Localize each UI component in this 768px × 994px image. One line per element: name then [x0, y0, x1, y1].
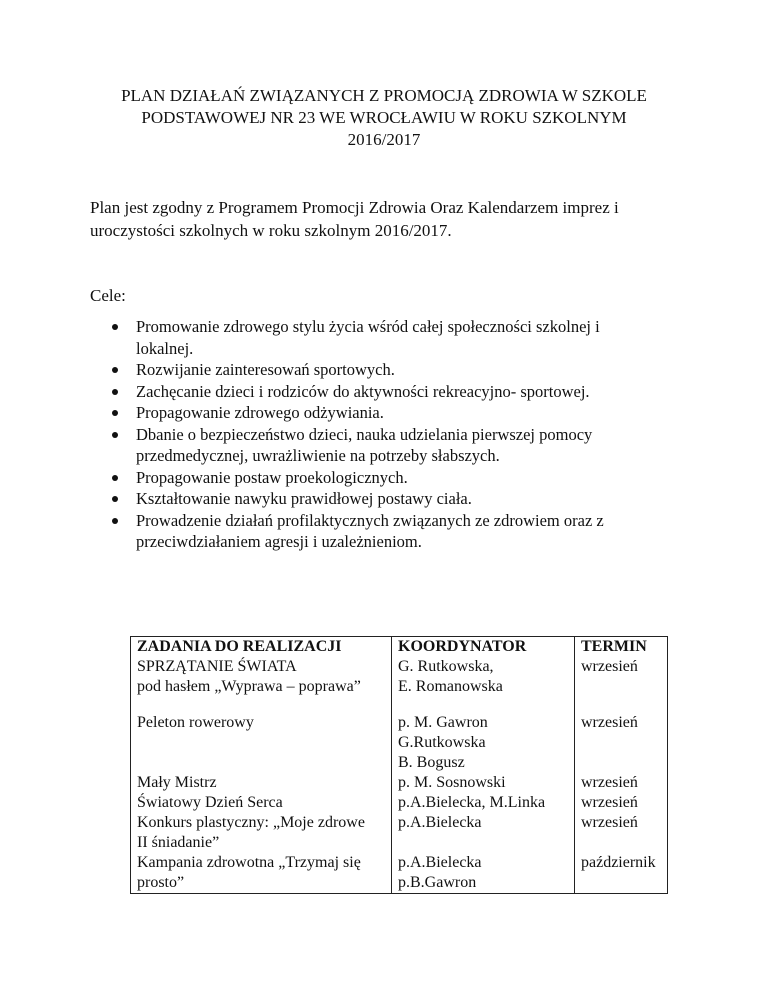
date-line: wrzesień — [581, 714, 638, 731]
table-spacer-row — [131, 697, 668, 713]
coordinator-line: E. Romanowska — [398, 678, 503, 695]
bullet-icon — [112, 324, 118, 330]
table-cell-task — [131, 853, 392, 894]
goal-text: przedmedycznej, uwrażliwienie na potrzeby słabszych. — [136, 446, 500, 465]
table-cell-coordinator — [392, 813, 575, 853]
task-line: Mały Mistrz — [137, 774, 217, 791]
table-row — [131, 793, 668, 813]
table-cell-date — [575, 773, 668, 793]
task-line: Peleton rowerowy — [137, 714, 254, 731]
table-cell-task — [131, 793, 392, 813]
goal-item — [112, 402, 672, 424]
goal-text: Dbanie o bezpieczeństwo dzieci, nauka udzielania pierwszej pomocy — [136, 424, 593, 444]
coordinator-line: p.A.Bielecka, M.Linka — [398, 794, 546, 811]
table-cell-task — [131, 773, 392, 793]
date-line: wrzesień — [581, 794, 638, 811]
goal-text: Promowanie zdrowego stylu życia wśród całej społeczności szkolnej i — [136, 317, 600, 336]
coordinator-line: p. M. Gawron — [398, 714, 488, 731]
goal-text: lokalnej. — [136, 338, 194, 358]
title-line: PODSTAWOWEJ NR 23 WE WROCŁAWIU W ROKU SZKOLNYM — [141, 108, 627, 127]
table-row — [131, 637, 668, 698]
goals-heading: Cele: — [90, 286, 126, 305]
goal-item — [112, 488, 672, 510]
bullet-icon — [112, 367, 118, 373]
date-line: wrzesień — [581, 814, 638, 831]
goal-item — [112, 510, 672, 553]
bullet-icon — [112, 432, 118, 438]
goal-text: Kształtowanie nawyku prawidłowej postawy ciała. — [136, 489, 472, 508]
table-cell-date — [575, 713, 668, 773]
task-line: Konkurs plastyczny: „Moje zdrowe — [137, 814, 365, 831]
table-cell-empty — [131, 697, 392, 713]
intro-line: Plan jest zgodny z Programem Promocji Zdrowia Oraz Kalendarzem imprez i — [90, 198, 619, 217]
date-line: październik — [581, 854, 656, 871]
document-title — [80, 85, 688, 151]
goal-item — [112, 316, 672, 359]
table-cell-task — [131, 713, 392, 773]
goal-item — [112, 467, 672, 489]
date-line: wrzesień — [581, 774, 638, 791]
table-cell-coordinator — [392, 773, 575, 793]
task-line: Kampania zdrowotna „Trzymaj się — [137, 854, 361, 871]
coordinator-line: G.Rutkowska — [398, 734, 486, 751]
table-cell-coordinator — [392, 853, 575, 894]
table-cell-task — [131, 813, 392, 853]
coordinator-line: p.B.Gawron — [398, 874, 477, 891]
bullet-icon — [112, 389, 118, 395]
intro-line: uroczystości szkolnych w roku szkolnym 2016/2017. — [90, 221, 452, 240]
goal-text: przeciwdziałaniem agresji i uzależnieniom. — [136, 532, 422, 551]
task-line: II śniadanie” — [137, 834, 220, 851]
table-cell-date — [575, 793, 668, 813]
goal-text: Zachęcanie dzieci i rodziców do aktywności rekreacyjno- sportowej. — [136, 381, 590, 401]
bullet-icon — [112, 410, 118, 416]
date-line: wrzesień — [581, 658, 638, 675]
goal-text: Rozwijanie zainteresowań sportowych. — [136, 360, 395, 379]
title-line: 2016/2017 — [347, 130, 421, 149]
column-header-tasks: ZADANIA DO REALIZACJI — [137, 638, 342, 655]
coordinator-line: B. Bogusz — [398, 754, 465, 771]
tasks-table — [130, 636, 668, 894]
table-row — [131, 773, 668, 793]
table-cell-coordinator — [392, 637, 575, 698]
bullet-icon — [112, 518, 118, 524]
coordinator-line: G. Rutkowska, — [398, 658, 494, 675]
coordinator-line: p.A.Bielecka — [398, 854, 482, 871]
table-cell-coordinator — [392, 713, 575, 773]
goal-text: Propagowanie zdrowego odżywiania. — [136, 403, 384, 422]
coordinator-line: p.A.Bielecka — [398, 814, 482, 831]
goal-item — [112, 359, 672, 381]
title-line: PLAN DZIAŁAŃ ZWIĄZANYCH Z PROMOCJĄ ZDROWIA W SZKOLE — [121, 86, 647, 105]
task-line: pod hasłem „Wyprawa – poprawa” — [137, 678, 361, 695]
task-line: Światowy Dzień Serca — [137, 794, 283, 811]
goal-text: Prowadzenie działań profilaktycznych związanych ze zdrowiem oraz z — [136, 510, 604, 530]
table-cell-task — [131, 637, 392, 698]
intro-paragraph — [90, 196, 690, 242]
table-cell-date — [575, 813, 668, 853]
table-row — [131, 813, 668, 853]
table-row — [131, 713, 668, 773]
task-line: prosto” — [137, 874, 185, 891]
table-cell-date — [575, 637, 668, 698]
goal-item — [112, 381, 672, 403]
column-header-date: TERMIN — [581, 638, 647, 655]
table-cell-coordinator — [392, 793, 575, 813]
table-cell-empty — [575, 697, 668, 713]
table-cell-empty — [392, 697, 575, 713]
task-line: SPRZĄTANIE ŚWIATA — [137, 658, 297, 675]
goals-list — [112, 316, 672, 553]
table-cell-date — [575, 853, 668, 894]
goal-item — [112, 424, 672, 467]
bullet-icon — [112, 475, 118, 481]
column-header-coordinator: KOORDYNATOR — [398, 638, 527, 655]
bullet-icon — [112, 496, 118, 502]
table-row — [131, 853, 668, 894]
goal-text: Propagowanie postaw proekologicznych. — [136, 467, 408, 487]
coordinator-line: p. M. Sosnowski — [398, 774, 506, 791]
